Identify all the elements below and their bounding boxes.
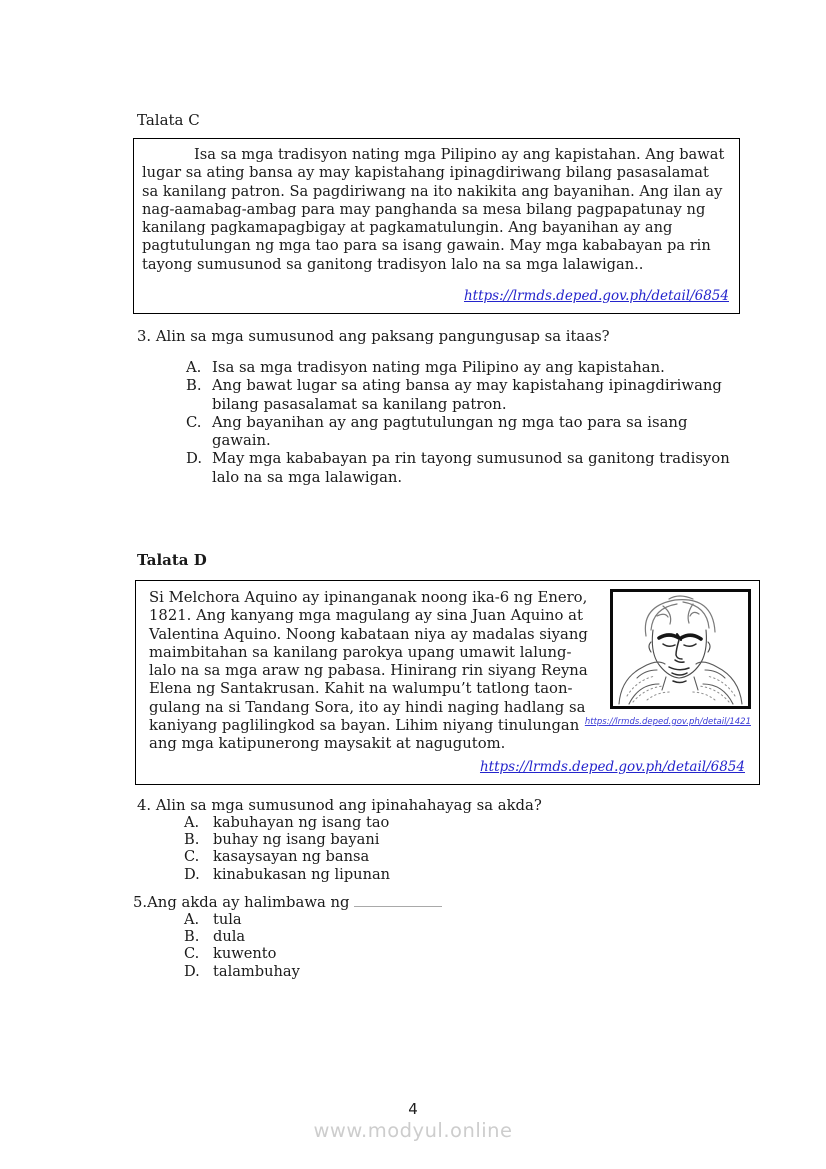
option-text: Ang bawat lugar sa ating bansa ay may kapistahang ipinagdiriwang bilang pasasalamat sa kanilang patron. <box>212 377 722 413</box>
option-letter: B. <box>184 831 200 849</box>
question-4-options <box>184 814 604 883</box>
option-letter: B. <box>186 377 202 395</box>
option-letter: D. <box>186 450 203 468</box>
option-text: buhay ng isang bayani <box>213 831 380 849</box>
option-letter: C. <box>184 945 200 963</box>
talata-c-source-row <box>464 285 729 304</box>
question-5-option-a <box>184 911 604 928</box>
option-letter: D. <box>184 962 200 980</box>
option-letter: A. <box>184 911 200 928</box>
question-4-option-d <box>184 866 604 883</box>
question-3-option-d <box>186 450 734 487</box>
question-5-options <box>184 911 604 980</box>
option-letter: A. <box>186 359 202 376</box>
question-3-option-a <box>186 359 734 377</box>
question-4-option-b <box>184 831 604 848</box>
option-text: kinabukasan ng lipunan <box>213 865 391 883</box>
question-5-option-c <box>184 945 604 962</box>
option-letter: D. <box>184 865 200 883</box>
portrait-source-link[interactable]: https://lrmds.deped.gov.ph/detail/1421 <box>584 717 751 727</box>
option-text: tula <box>213 911 242 928</box>
question-5-option-b <box>184 928 604 945</box>
question-3-text: 3. Alin sa mga sumusunod ang paksang pangungusap sa itaas? <box>137 328 610 345</box>
option-text: Isa sa mga tradisyon nating mga Pilipino ay ang kapistahan. <box>212 359 665 376</box>
question-3-option-b <box>186 377 734 414</box>
option-text: Ang bayanihan ay ang pagtutulungan ng mga tao para sa isang gawain. <box>212 413 688 450</box>
question-3-option-c <box>186 414 734 451</box>
option-text: talambuhay <box>213 962 300 980</box>
option-letter: B. <box>184 928 200 946</box>
option-text: kasaysayan ng bansa <box>213 848 370 866</box>
talata-c-box <box>133 138 740 314</box>
answer-blank <box>354 893 442 907</box>
page-number: 4 <box>408 1100 418 1118</box>
talata-d-source-row <box>480 756 745 775</box>
question-4-option-c <box>184 848 604 865</box>
talata-c-label: Talata C <box>137 111 200 129</box>
question-4-option-a <box>184 814 604 831</box>
option-letter: C. <box>184 848 200 866</box>
talata-d-source-link[interactable]: https://lrmds.deped.gov.ph/detail/6854 <box>479 759 745 775</box>
option-text: dula <box>213 928 246 946</box>
talata-c-text: Isa sa mga tradisyon nating mga Pilipino ay ang kapistahan. Ang bawat lugar sa ating bansa ay may kapistahang ipinagdiriwang bilang pasasalamat sa kanilang patron. Sa pagdiriwang na ito nakikita ang bayanihan. Ang ilan ay nag-aamabag-ambag para may panghanda sa mesa bilang pagpapatunay ng kanilang pagkamapagbigay at pagkamatulungin. Ang bayanihan ay ang pagtutulungan ng mga tao para sa isang gawain. May mga kababayan pa rin tayong sumusunod sa ganitong tradisyon lalo na sa mga lalawigan.. <box>142 146 725 273</box>
portrait-container <box>584 589 751 731</box>
melchora-aquino-portrait <box>610 589 751 709</box>
question-5-row <box>133 893 733 912</box>
option-letter: A. <box>184 814 200 831</box>
option-letter: C. <box>186 413 202 431</box>
question-3-options <box>186 359 734 487</box>
talata-d-text: Si Melchora Aquino ay ipinanganak noong ika-6 ng Enero, 1821. Ang kanyang mga magulang ay sina Juan Aquino at Valentina Aquino. Noong kabataan niya ay madalas siyang maimbitahan sa kanilang parokya upang umawit lalung-lalo na sa mga araw ng pabasa. Hinirang rin siyang Reyna Elena ng Santakrusan. Kahit na walumpu’t tatlong taon-gulang na si Tandang Sora, ito ay hindi naging hadlang sa kaniyang paglilingkod sa bayan. Lihim niyang tinulungan ang mga katipunerong maysakit at nagugutom. <box>149 589 588 753</box>
talata-c-source-link[interactable]: https://lrmds.deped.gov.ph/detail/6854 <box>463 288 729 304</box>
talata-d-label: Talata D <box>137 551 207 569</box>
question-5-option-d <box>184 963 604 980</box>
watermark: www.modyul.online <box>313 1119 513 1142</box>
option-text: kabuhayan ng isang tao <box>213 814 390 831</box>
talata-d-box <box>135 580 760 785</box>
option-text: May mga kababayan pa rin tayong sumusunod sa ganitong tradisyon lalo na sa mga lalawigan. <box>212 450 730 486</box>
question-4-text: 4. Alin sa mga sumusunod ang ipinahahayag sa akda? <box>137 797 542 814</box>
sketch-portrait-icon <box>613 592 748 706</box>
question-5-text: 5.Ang akda ay halimbawa ng <box>133 894 350 911</box>
option-text: kuwento <box>213 945 277 963</box>
